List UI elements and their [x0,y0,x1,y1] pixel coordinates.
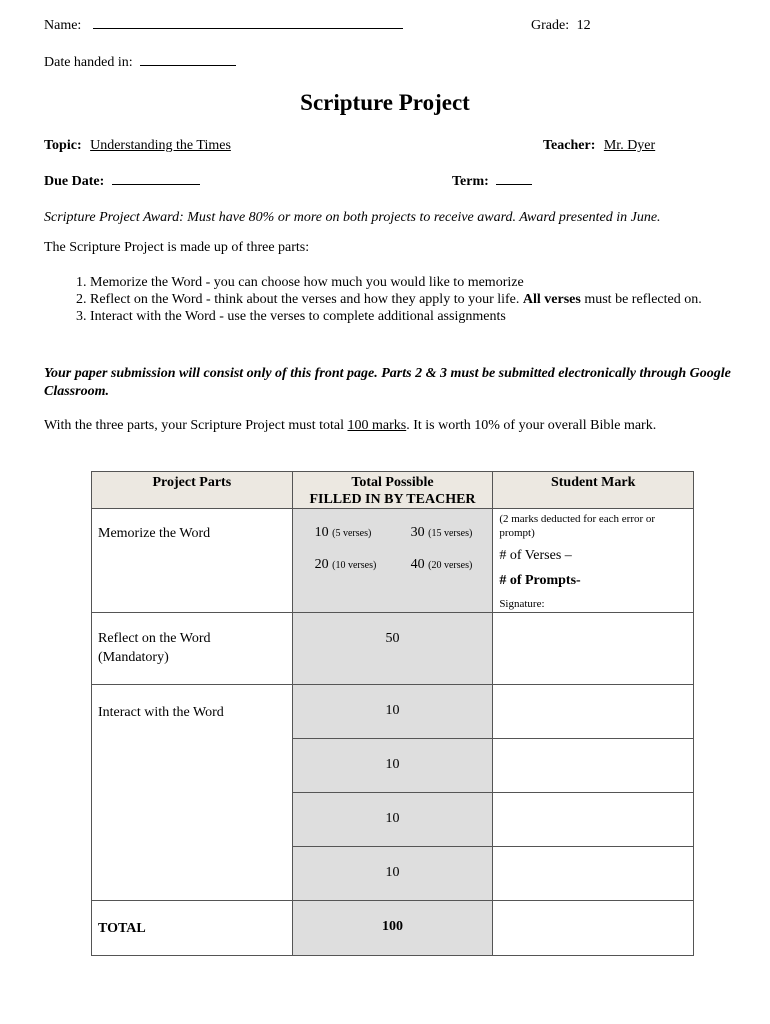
teacher-value: Mr. Dyer [603,138,656,153]
term-blank[interactable] [496,184,532,185]
due-date-label: Due Date: [44,174,105,189]
memorize-marks [292,509,493,613]
total-student-mark[interactable] [493,901,694,956]
table-row [92,509,694,613]
table-row [92,613,694,685]
total-marks-underlined: 100 marks [347,418,407,433]
deduction-note: (2 marks deducted for each error or prompt) [499,513,656,539]
name-field[interactable] [44,18,403,34]
reflect-label: Reflect on the Word (Mandatory) [92,613,293,685]
intro-text: The Scripture Project is made up of three parts: [44,240,310,255]
date-blank[interactable] [140,65,236,66]
name-blank[interactable] [93,28,403,29]
interact-student-mark-2[interactable] [493,739,694,793]
list-item [90,274,770,291]
interact-marks-2: 10 [292,739,493,793]
reflect-student-mark[interactable] [493,613,694,685]
option-40: 40 (20 verses) [410,557,473,572]
topic-value: Understanding the Times [90,138,231,153]
list-item [90,308,770,325]
memorize-student-mark[interactable] [493,509,694,613]
due-date-field[interactable] [44,174,200,190]
reflect-marks: 50 [292,613,493,685]
submission-notice: Your paper submission will consist only of this front page. Parts 2 & 3 must be submitted electronically through Google Classroom. [44,366,731,399]
total-marks: 100 [292,901,493,956]
page-title: Scripture Project [300,90,470,115]
date-label: Date handed in: [44,55,133,70]
memorize-label: Memorize the Word [92,509,293,613]
grade-label: Grade: [531,18,570,33]
interact-marks-4: 10 [292,847,493,901]
topic-label: Topic: [44,138,82,153]
signature-label: Signature: [499,598,545,610]
part-1-text: Memorize the Word - you can choose how much you would like to memorize [90,275,524,290]
part-3-text: Interact with the Word - use the verses to complete additional assignments [90,309,506,324]
table-row [92,685,694,739]
name-label: Name: [44,18,82,33]
header-project-parts: Project Parts [92,472,293,509]
table-row [92,901,694,956]
option-10: 10 (5 verses) [314,525,372,540]
marks-table [91,471,694,956]
interact-marks-3: 10 [292,793,493,847]
header-student-mark: Student Mark [493,472,694,509]
option-20: 20 (10 verses) [314,557,377,572]
option-30: 30 (15 verses) [410,525,473,540]
table-header-row [92,472,694,509]
interact-label: Interact with the Word [92,685,293,901]
total-text [44,418,656,434]
grade-field [531,18,591,34]
date-field[interactable] [44,55,236,71]
part-2-bold: All verses [522,292,581,307]
header-total-possible: Total Possible FILLED IN BY TEACHER [292,472,493,509]
interact-marks-1: 10 [292,685,493,739]
part-2-text: Reflect on the Word - think about the verses and how they apply to your life. [90,292,523,307]
list-item [90,291,770,308]
grade-value: 12 [576,18,591,33]
total-label: TOTAL [92,901,293,956]
interact-student-mark-1[interactable] [493,685,694,739]
prompts-label: # of Prompts- [499,573,581,588]
part-2-text-after: must be reflected on. [580,292,702,307]
interact-student-mark-4[interactable] [493,847,694,901]
award-text: Scripture Project Award: Must have 80% or more on both projects to receive award. Award presented in June. [44,210,661,225]
topic-row [44,138,231,154]
interact-student-mark-3[interactable] [493,793,694,847]
term-label: Term: [452,174,489,189]
total-text-before: With the three parts, your Scripture Project must total [44,418,348,433]
teacher-label: Teacher: [543,138,596,153]
total-text-after: . It is worth 10% of your overall Bible mark. [406,418,657,433]
verses-label: # of Verses – [499,548,572,563]
teacher-row [543,138,655,154]
parts-list [44,274,770,325]
term-field[interactable] [452,174,532,190]
due-date-blank[interactable] [112,184,200,185]
